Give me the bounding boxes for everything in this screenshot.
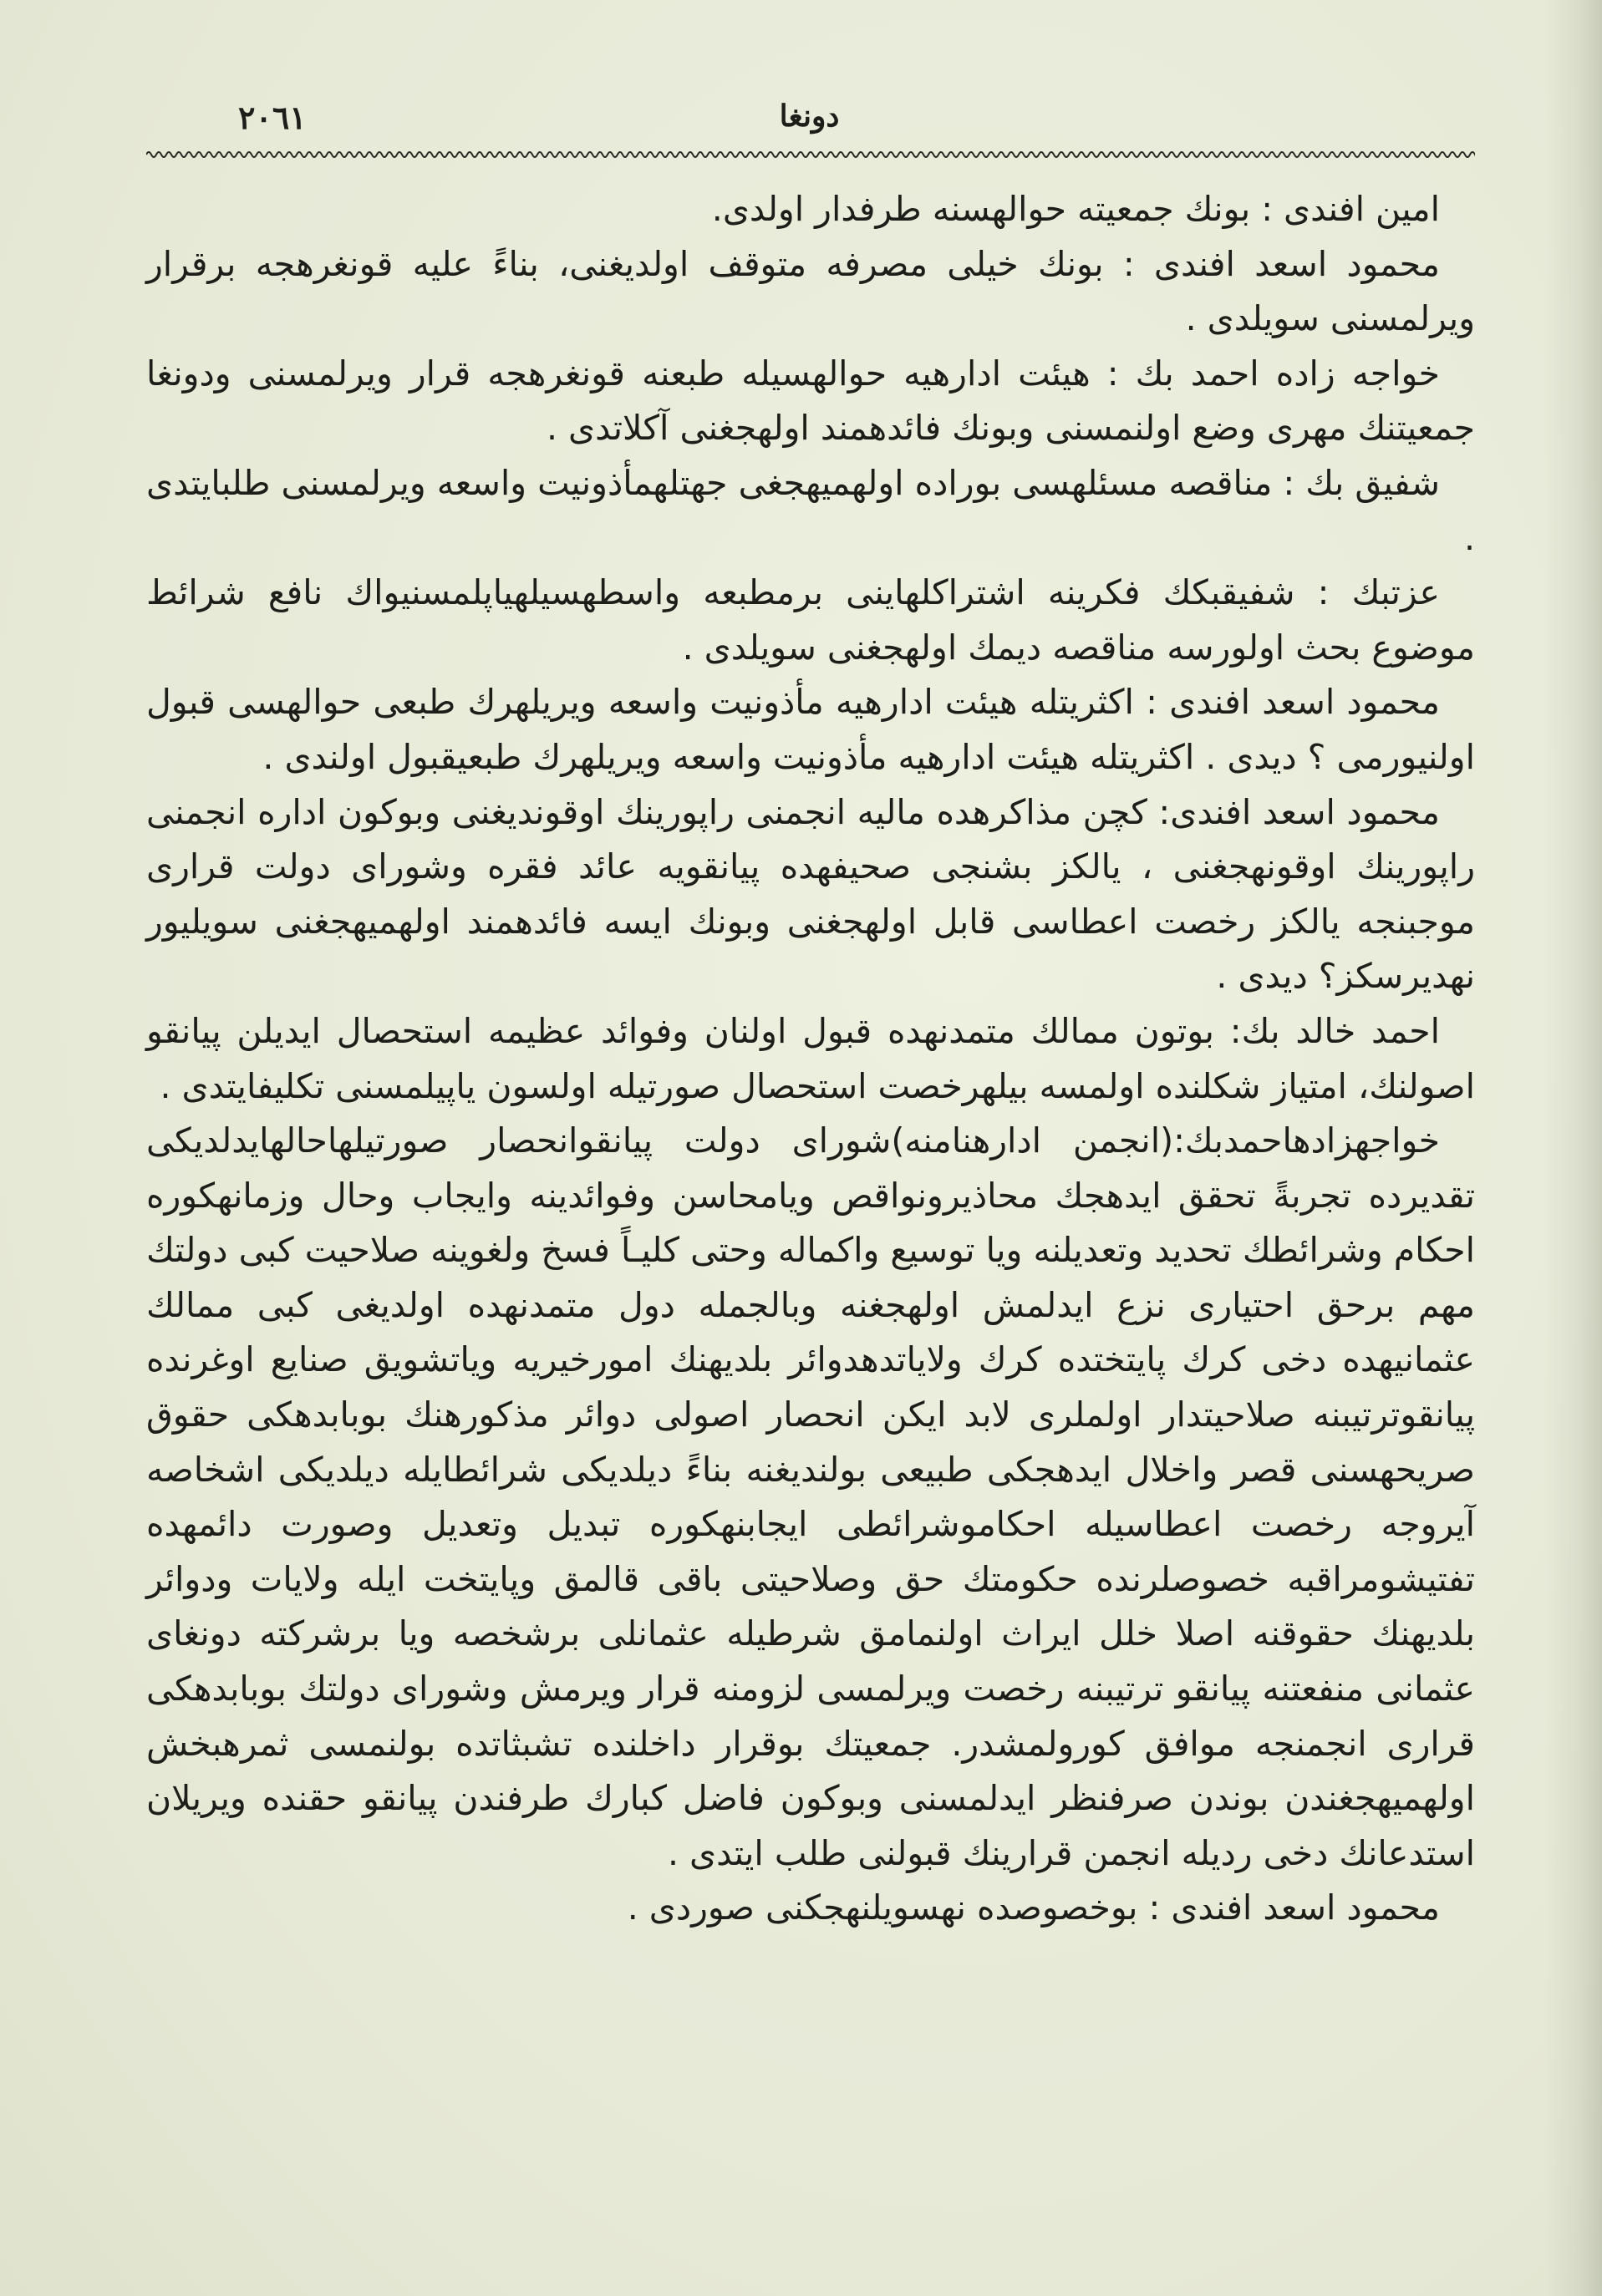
paragraph-9: خواجهزادهاحمدبك:(انجمن ادارهنامنه)شورای دولت پيانقوانحصار صورتيلهاحالهايدلديكی تقديرده تجربةً تحقق ايدهجك محاذيرونواقص ويامحاسن وفوائدينه وايجاب وحال وزمانهكوره احكام وشرائطك تحديد وتعديلنه ويا توسيع واكماله وحتی كليـاً فسخ ولغوينه صلاحيت كبی دولتك مهم برحق احتياری نزع ايدلمش اولهجغنه وبالجمله دول متمدنهده اولديغی كبی ممالك عثمانيهده دخی كرك پايتختده كرك ولاياتدهدوائر بلديهنك امورخيريه وياتشويق صنايع اوغرنده پيانقوترتيبنه صلاحيتدار اولملری لابد ايكن انحصار اصولی دوائر مذكورهنك بوبابدهكی حقوق صريحهسنی قصر واخلال ايدهجكی طبيعی بولنديغنه بناءً ديلديكی شرائطايله ديلديكی اشخاصه آيروجه رخصت اعطاسيله احكاموشرائطی ايجابنهكوره تبديل وتعديل وصورت دائمهده تفتيشومراقبه خصوصلرنده حكومتك حق وصلاحيتی باقی قالمق وپايتخت ايله ولايات ودوائر بلديهنك حقوقنه اصلا خلل ايراث اولنمامق شرطيله عثمانلی برشخصه ويا برشركته دونغای عثمانی منفعتنه پيانقو ترتيبنه رخصت ويرلمسی لزومنه قرار ويرمش وشورای دولتك بوبابدهكی قراری انجمنجه موافق كورولمشدر. جمعيتك بوقرار داخلنده تشبثاتده بولنمسی ثمرهبخش اولهميهجغندن بوندن صرفنظر ايدلمسنی وبوكون فاضل كبارك طرفندن پيانقو حقنده ويريلان استدعانك دخی رديله انجمن قرارينك قبولنی طلب ايتدی . [146, 1120, 1475, 1873]
running-title: دونغا [779, 99, 840, 134]
page-header [146, 99, 1472, 149]
paragraph-6: محمود اسعد افندی : اكثريتله هيئت ادارهيه مأذونيت واسعه ويريلهرك طبعی حوالهسی قبول اولنيورمی ؟ ديدی . اكثريتله هيئت ادارهيه مأذونيت واسعه ويريلهرك طبعیقبول اولندی . [146, 682, 1475, 777]
paragraph-5: عزتبك : شفيقبكك فكرينه اشتراكلهاينی برمطبعه واسطهسيلهياپلمسنیواك نافع شرائط موضوع بحث اولورسه مناقصه ديمك اولهجغنی سويلدی . [146, 572, 1475, 668]
wavy-rule-divider [146, 149, 1475, 160]
document-body [146, 182, 1475, 1936]
paragraph-8: احمد خالد بك: بوتون ممالك متمدنهده قبول اولنان وفوائد عظيمه استحصال ايديلن پيانقو اصولنك، امتياز شكلنده اولمسه بيلهرخصت استحصال صورتيله اولسون ياپيلمسنی تكليفايتدی . [146, 1010, 1475, 1106]
paragraph-2: محمود اسعد افندی : بونك خيلی مصرفه متوقف اولديغنی، بناءً عليه قونغرهجه برقرار ويرلمسنی سويلدی . [146, 243, 1475, 339]
paragraph-10: محمود اسعد افندی : بوخصوصده نهسويلنهجكنی صوردی . [627, 1887, 1440, 1928]
page-edge-shadow [1544, 0, 1602, 2296]
paragraph-3: خواجه زاده احمد بك : هيئت ادارهيه حوالهسيله طبعنه قونغرهجه قرار ويرلمسنی ودونغا جمعيتنك مهری وضع اولنمسنی وبونك فائدهمند اولهجغنی آكلاتدی . [146, 353, 1475, 449]
paragraph-4: شفيق بك : مناقصه مسئلهسی بوراده اولهميهجغی جهتلهمأذونيت واسعه ويرلمسنی طلبايتدی . [146, 462, 1475, 558]
paragraph-1: امين افندی : بونك جمعيته حوالهسنه طرفدار اولدی. [711, 189, 1440, 229]
page-number: ٢٠٦١ [238, 99, 307, 136]
paragraph-7: محمود اسعد افندی: كچن مذاكرهده ماليه انجمنی راپورينك اوقونديغنی وبوكون اداره انجمنی راپورينك اوقونهجغنی ، يالكز بشنجی صحيفهده پيانقويه عائد فقره وشورای دولت قراری موجبنجه يالكز رخصت اعطاسی قابل اولهجغنی وبونك ايسه فائدهمند اولهميهجغنی سويليور نهديرسكز؟ ديدی . [146, 791, 1475, 997]
